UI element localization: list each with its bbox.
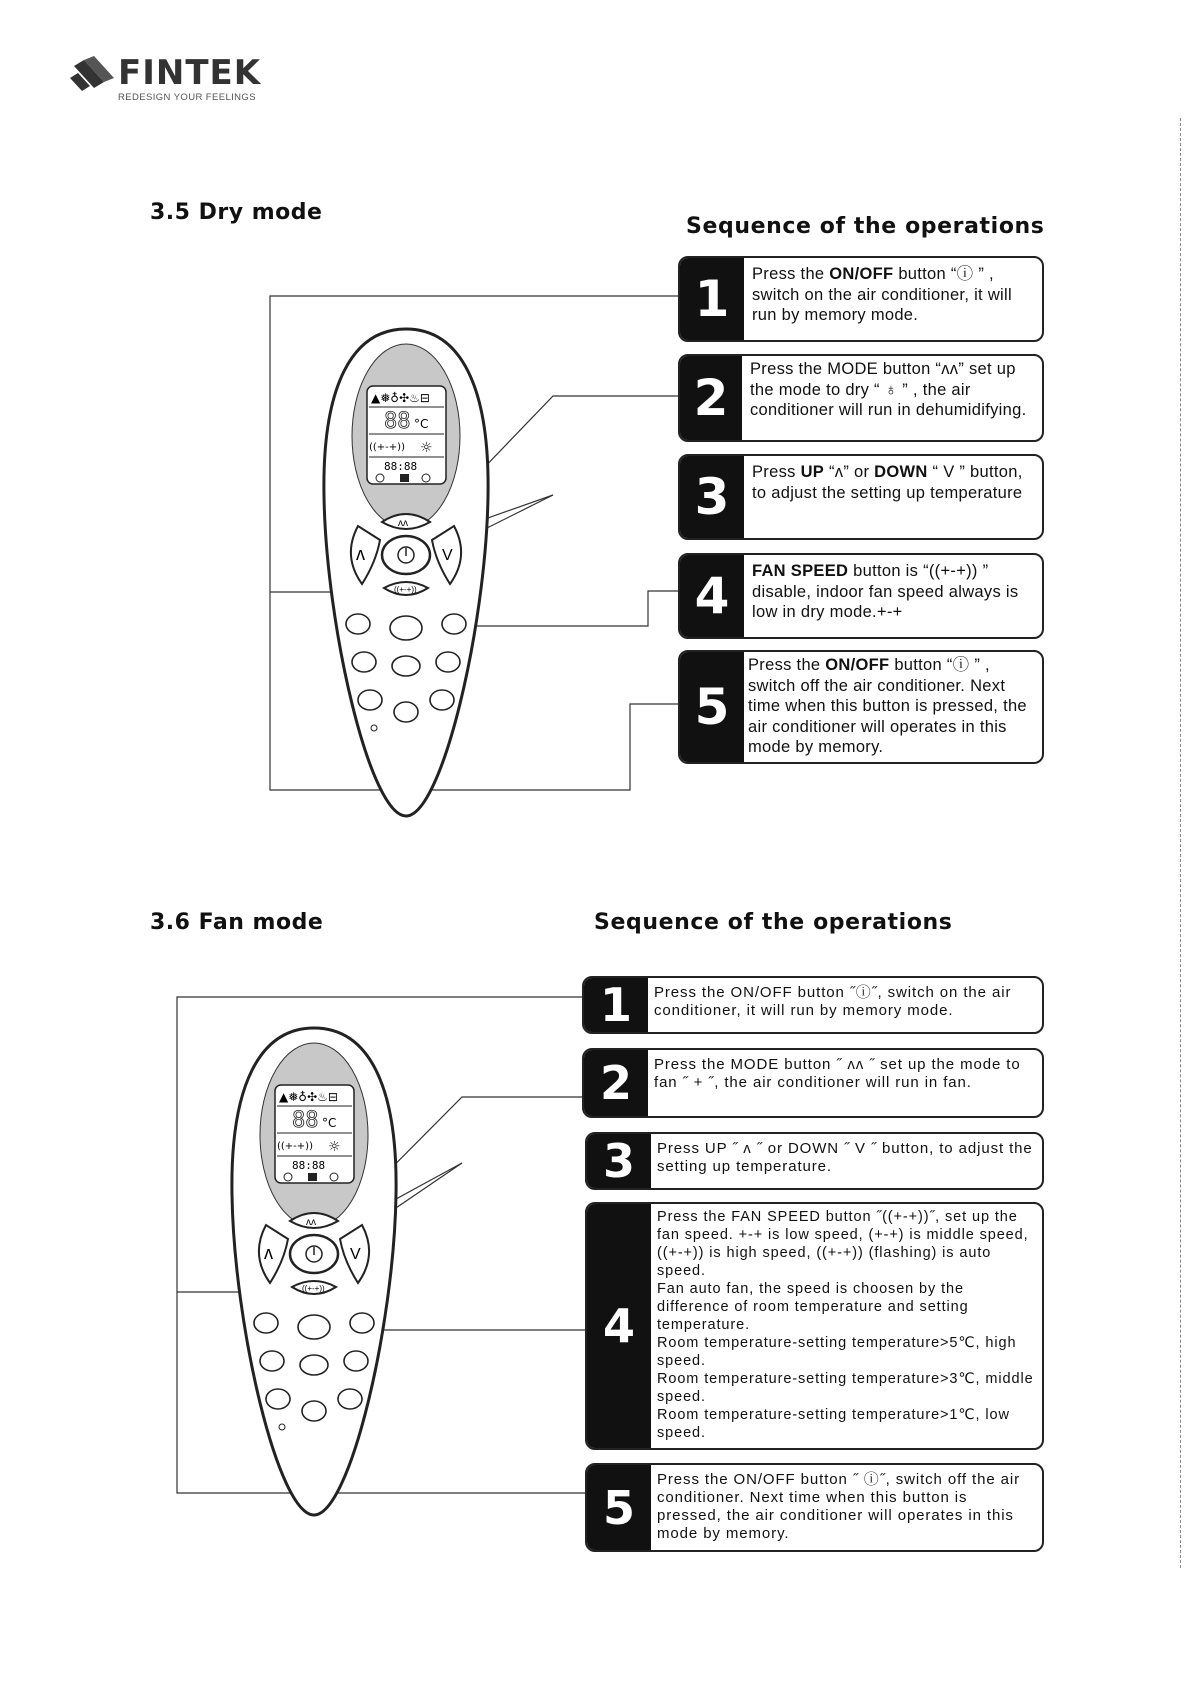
- fan-fan-button-icon: ((+-+)): [302, 1284, 325, 1293]
- step-text: Press: [752, 463, 801, 481]
- dry-mode-title: 3.5 Dry mode: [150, 200, 323, 225]
- fan-step-5: [585, 1463, 1044, 1552]
- dry-mode-button-icon: ʌʌ: [398, 518, 408, 529]
- step-number: 2: [584, 1050, 648, 1116]
- step-text: Press the MODE button “ʌʌ” set up the mode to dry “ ♁ ” , the air conditioner will run in dehumidifying.: [750, 360, 1027, 419]
- step-text: Fan auto fan, the speed is choosen by the difference of room temperature and setting temperature.: [657, 1281, 969, 1333]
- step-number: 4: [680, 555, 744, 637]
- dry-lcd-unit: °C: [414, 417, 429, 431]
- step-number: 5: [587, 1465, 651, 1550]
- step-text: button is “((+-+)) ” disable, indoor fan speed always is low in dry mode.+-+: [752, 562, 1019, 621]
- fan-lcd-fan: ((+-+)): [277, 1141, 313, 1152]
- dry-lcd-swing-icon: ☼: [420, 440, 433, 456]
- step-bold: ON/OFF: [829, 265, 894, 283]
- dry-lcd-temp: 88: [384, 409, 411, 434]
- step-text: button “ⓘ ” , switch off the air conditioner. Next time when this button is pressed, the air conditioner will operates in this mode by memory.: [748, 656, 1027, 756]
- step-text: Press the ON/OFF button ˝ⓘ˝, switch on the air conditioner, it will run by memory mode.: [654, 984, 1012, 1019]
- brand-name: FINTEK: [118, 53, 262, 93]
- fan-lcd-unit: °C: [322, 1116, 337, 1130]
- dry-lcd-fan: ((+-+)): [369, 442, 405, 453]
- step-text: Room temperature-setting temperature>1℃, low speed.: [657, 1407, 1010, 1441]
- fan-mode-title: 3.6 Fan mode: [150, 910, 324, 935]
- dry-fan-button-icon: ((+-+)): [394, 585, 417, 594]
- step-text: Press the ON/OFF button ˝ ⓘ˝, switch off the air conditioner. Next time when this button is pressed, the air conditioner will operates in this mode by memory.: [657, 1471, 1021, 1542]
- brand-tagline: REDESIGN YOUR FEELINGS: [118, 92, 256, 103]
- step-number: 1: [680, 258, 744, 340]
- fan-step-3: [585, 1132, 1044, 1190]
- step-text: button “ⓘ ” , switch on the air conditioner, it will run by memory mode.: [752, 265, 1012, 324]
- step-text: “ʌ” or: [824, 463, 875, 481]
- fan-sequence-title: Sequence of the operations: [594, 910, 953, 935]
- fan-lcd-swing-icon: ☼: [328, 1139, 341, 1155]
- step-number: 3: [680, 456, 744, 538]
- step-text: “ V ” button, to adjust the setting up temperature: [752, 463, 1023, 502]
- fan-down-button-icon: V: [350, 1246, 361, 1263]
- step-bold: DOWN: [874, 463, 928, 481]
- step-number: 3: [587, 1134, 651, 1188]
- step-number: 1: [584, 978, 648, 1032]
- step-text: Room temperature-setting temperature>5℃, high speed.: [657, 1335, 1017, 1369]
- fan-mode-button-icon: ʌʌ: [306, 1217, 316, 1228]
- fan-step-1: [582, 976, 1044, 1034]
- step-text: Press the MODE button ˝ ʌʌ ˝ set up the mode to fan ˝ + ˝, the air conditioner will run in fan.: [654, 1056, 1021, 1091]
- fan-lcd-temp: 88: [292, 1108, 319, 1133]
- fan-remote-control: [230, 1025, 398, 1519]
- step-number: 5: [680, 652, 744, 762]
- dry-lcd-clock: 88:88: [384, 460, 418, 473]
- step-text: Room temperature-setting temperature>3℃, middle speed.: [657, 1371, 1034, 1405]
- dry-lcd-mode-icons: ▲❅♁✣♨⊟: [371, 391, 430, 405]
- step-text: Press the: [752, 265, 830, 283]
- fan-lcd-clock: 88:88: [292, 1159, 326, 1172]
- step-bold: FAN SPEED: [752, 562, 849, 580]
- step-bold: ON/OFF: [825, 656, 890, 674]
- fan-step-2: [582, 1048, 1044, 1118]
- dry-up-button-icon: ʌ: [356, 544, 365, 564]
- fan-lcd-mode-icons: ▲❅♁✣♨⊟: [279, 1090, 338, 1104]
- fan-step-4: [585, 1202, 1044, 1450]
- step-bold: UP: [800, 463, 825, 481]
- step-text: Press UP ˝ ʌ ˝ or DOWN ˝ V ˝ button, to adjust the setting up temperature.: [657, 1140, 1033, 1175]
- step-text: Press the FAN SPEED button ˝((+-+))˝, set up the fan speed. +-+ is low speed, (+-+) is middle speed,((+-+)) is high speed, ((+-+)) (flashing) is auto speed.: [657, 1209, 1029, 1279]
- dry-down-button-icon: V: [442, 547, 453, 564]
- fan-up-button-icon: ʌ: [264, 1243, 273, 1263]
- dry-sequence-title: Sequence of the operations: [686, 214, 1045, 239]
- step-number: 4: [587, 1204, 651, 1448]
- step-number: 2: [680, 356, 742, 440]
- step-text: Press the: [748, 656, 826, 674]
